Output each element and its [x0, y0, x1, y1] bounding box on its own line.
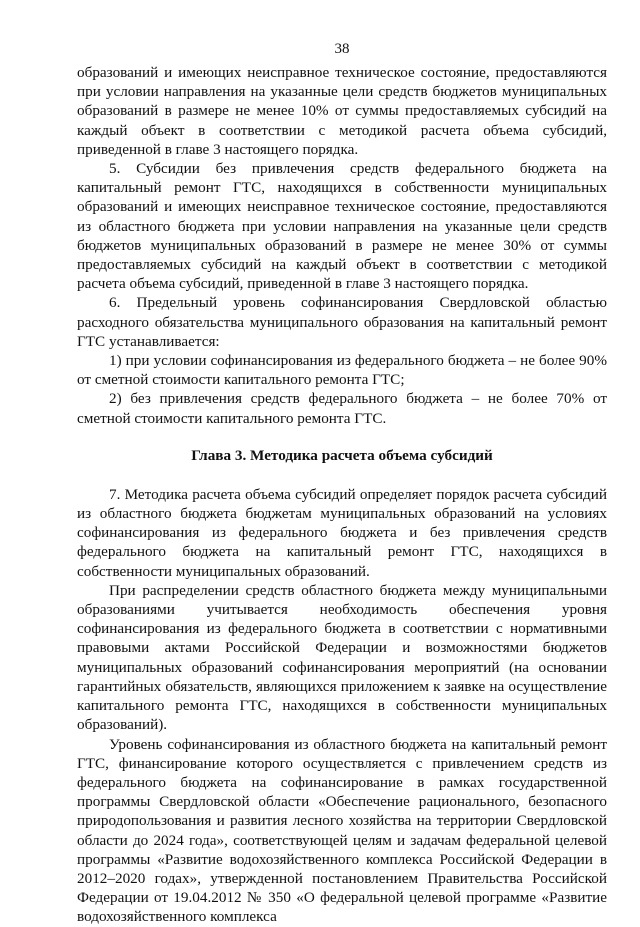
- paragraph-continuation: образований и имеющих неисправное техническое состояние, предоставляются при условии направления на указанные цели средств бюджетов муниципальных образований в размере не менее 10% от суммы предоставляемых субсидий на каждый объект в соответствии с методикой расчета объема субсидий, приведенной в главе 3 настоящего порядка.: [77, 64, 607, 158]
- paragraph-subitem-1: 1) при условии софинансирования из федерального бюджета – не более 90% от сметной стоимости капитального ремонта ГТС;: [77, 352, 607, 389]
- chapter-heading: Глава 3. Методика расчета объема субсидий: [191, 446, 493, 464]
- paragraph-item-5: 5. Субсидии без привлечения средств федерального бюджета на капитальный ремонт ГТС, находящихся в собственности муниципальных образований и имеющих неисправное техническое состояние, предоставляются из областного бюджета при условии направления на указанные цели средств бюджетов муниципальных образований в размере не менее 30% от суммы предоставляемых субсидий на каждый объект в соответствии с методикой расчета объема субсидий, приведенной в главе 3 настоящего порядка.: [77, 160, 607, 293]
- paragraph-item-7: 7. Методика расчета объема субсидий определяет порядок расчета субсидий из областного бюджета бюджетам муниципальных образований на условиях софинансирования из федерального бюджета и без привлечения средств федерального бюджета на капитальный ремонт ГТС, находящихся в собственности муниципальных образований.: [77, 485, 607, 580]
- paragraph-item-6: 6. Предельный уровень софинансирования Свердловской областью расходного обязательства муниципального образования на капитальный ремонт ГТС устанавливается:: [77, 294, 607, 350]
- paragraph-distribution: При распределении средств областного бюджета между муниципальными образованиями учитывается необходимость обеспечения уровня софинансирования из федерального бюджета в соответствии с нормативными правовыми актами Российской Федерации и возможностями бюджетов муниципальных образований софинансирования мероприятий (на основании гарантийных обязательств, являющихся приложением к заявке на осуществление капитального ремонта ГТС, находящихся в собственности муниципальных образований).: [77, 581, 607, 734]
- page-number: 38: [334, 41, 350, 57]
- document-page: [77, 40, 607, 927]
- paragraph-cofinancing-level: Уровень софинансирования из областного бюджета на капитальный ремонт ГТС, финансирование которого осуществляется с привлечением средств из федерального бюджета на софинансирование в рамках государственной программы Свердловской области «Обеспечение рационального, безопасного природопользования и развития лесного хозяйства на территории Свердловской области до 2024 года», соответствующей целям и задачам федеральной целевой программы «Развитие водохозяйственного комплекса Российской Федерации в 2012–2020 годах», утвержденной постановлением Правительства Российской Федерации от 19.04.2012 № 350 «О федеральной целевой программе «Развитие водохозяйственного комплекса: [77, 735, 607, 926]
- paragraph-subitem-2: 2) без привлечения средств федерального бюджета – не более 70% от сметной стоимости капитального ремонта ГТС.: [77, 390, 607, 427]
